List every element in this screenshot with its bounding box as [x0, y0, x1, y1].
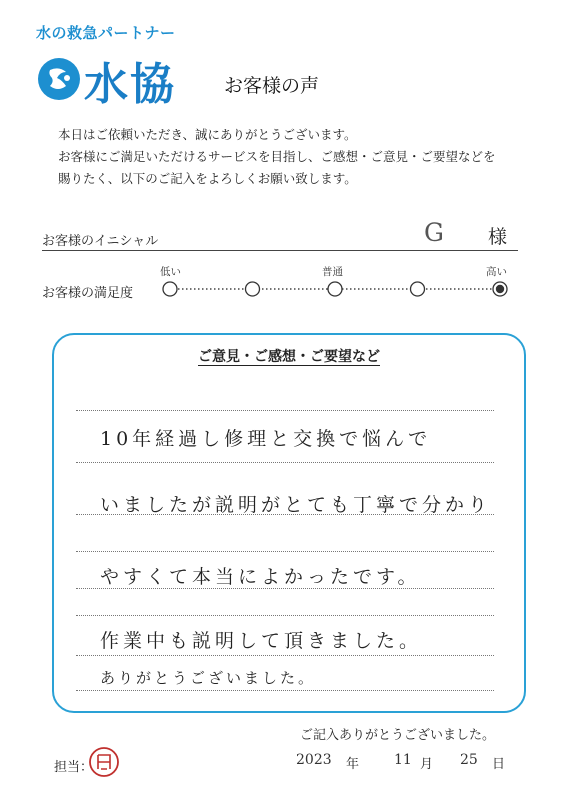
closing-text: ご記入ありがとうございました。: [300, 728, 496, 743]
writing-line: [76, 615, 494, 616]
satisfaction-option-3[interactable]: [328, 282, 342, 296]
intro-line: 賜りたく、以下のご記入をよろしくお願い致します。: [58, 171, 357, 186]
comment-box-title: ご意見・ご感想・ご要望など: [198, 349, 380, 365]
initial-underline: [42, 250, 518, 251]
water-drop-logo-icon: [36, 56, 82, 102]
date-month-unit: 月: [420, 757, 434, 772]
writing-line: [76, 410, 494, 411]
satisfaction-option-2[interactable]: [246, 282, 260, 296]
staff-seal-stamp: [88, 746, 120, 778]
writing-line: [76, 462, 494, 463]
comment-box: [52, 333, 526, 713]
writing-line: [76, 655, 494, 656]
initial-label: お客様のイニシャル: [42, 234, 159, 249]
scale-mid-label: 普通: [322, 266, 343, 278]
date-year-unit: 年: [346, 757, 360, 772]
intro-text: [58, 124, 496, 190]
staff-label: 担当：: [54, 760, 94, 775]
intro-line: 本日はご依頼いただき、誠にありがとうございます。: [58, 127, 357, 142]
brand-logo-text: 水協: [84, 59, 176, 110]
handwritten-comment-line: やすくて本当によかったです。: [100, 566, 421, 588]
satisfaction-option-4[interactable]: [411, 282, 425, 296]
satisfaction-label: お客様の満足度: [42, 286, 134, 301]
intro-line: お客様にご満足いただけるサービスを目指し、ご感想・ご意見・ご要望などを: [58, 149, 496, 164]
initial-value: G: [424, 218, 444, 247]
satisfaction-option-1[interactable]: [163, 282, 177, 296]
date-day-unit: 日: [492, 757, 506, 772]
writing-line: [76, 690, 494, 691]
handwritten-comment-line: いましたが説明がとても丁寧で分かり: [100, 494, 492, 516]
brand-tagline: 水の救急パートナー: [36, 24, 176, 42]
satisfaction-selected-mark: [496, 285, 504, 293]
satisfaction-scale[interactable]: [160, 278, 512, 300]
scale-high-label: 高い: [486, 266, 507, 278]
date-day: 25: [460, 752, 478, 768]
writing-line: [76, 551, 494, 552]
scale-low-label: 低い: [160, 266, 181, 278]
handwritten-comment-line: 作業中も説明して頂きました。: [100, 630, 423, 652]
date-year: 2023: [296, 752, 332, 768]
handwritten-comment-line: ありがとうございました。: [100, 669, 317, 687]
date-month: 11: [394, 752, 412, 768]
handwritten-comment-line: 10年経過し修理と交換で悩んで: [100, 428, 432, 450]
page-title: お客様の声: [224, 75, 320, 97]
honorific: 様: [488, 226, 508, 248]
